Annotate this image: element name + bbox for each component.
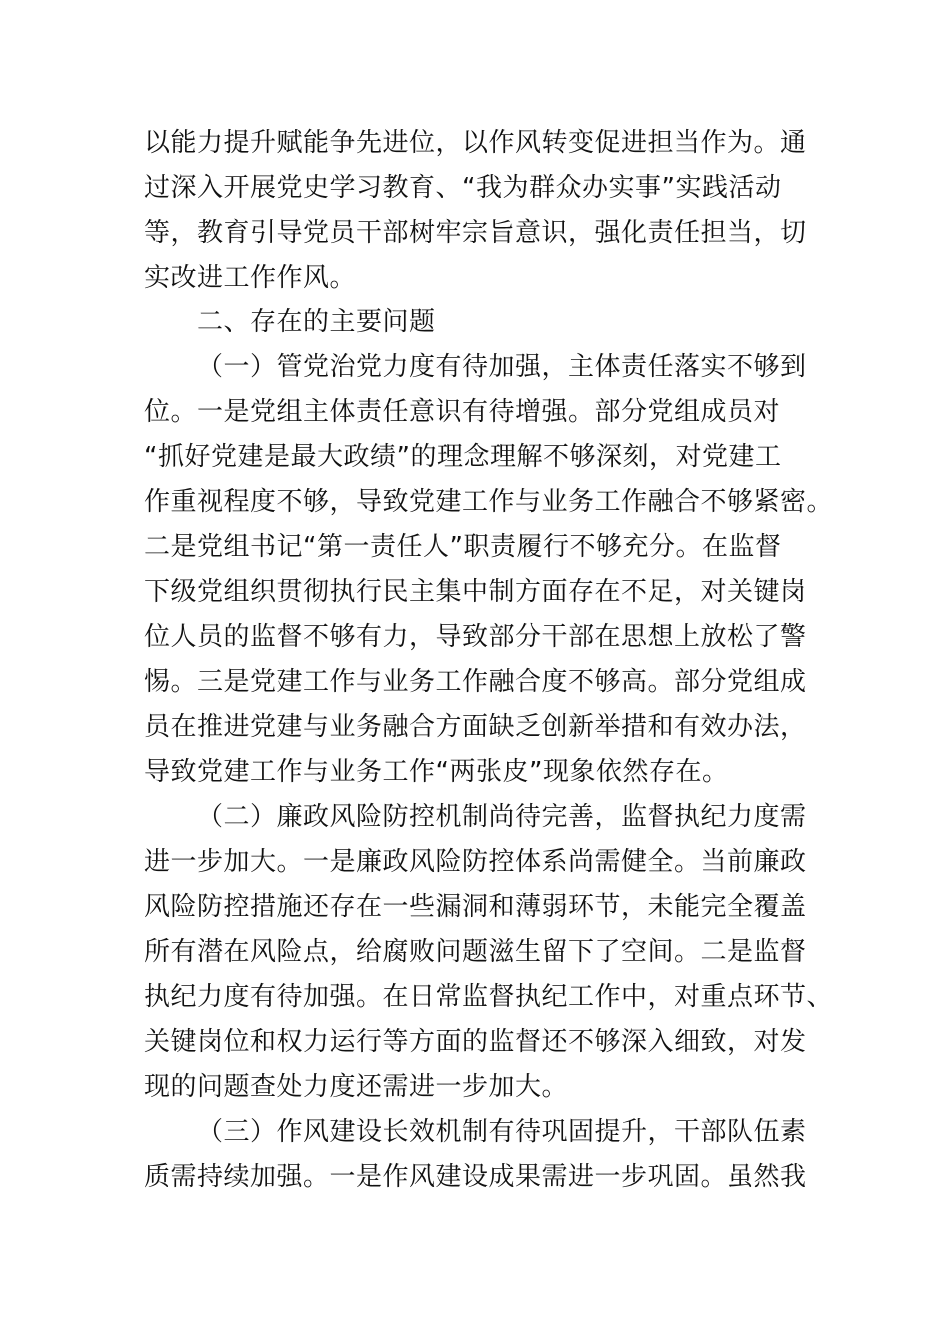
body-text-line: 下级党组织贯彻执行民主集中制方面存在不足，对关键岗 [144,577,807,607]
body-text-line: “抓好党建是最大政绩”的理念理解不够深刻，对党建工 [144,442,782,472]
body-text-line: 导致党建工作与业务工作“两张皮”现象依然存在。 [144,757,729,787]
body-text-line: 所有潜在风险点，给腐败问题滋生留下了空间。二是监督 [144,937,807,967]
body-text-line: 关键岗位和权力运行等方面的监督还不够深入细致，对发 [144,1027,807,1057]
body-text-line: 过深入开展党史学习教育、“我为群众办实事”实践活动 [144,173,782,203]
body-text-line: 二是党组书记“第一责任人”职责履行不够充分。在监督 [144,532,782,562]
subsection-heading-line: （二）廉政风险防控机制尚待完善，监督执纪力度需 [197,802,807,832]
subsection-heading-line: （三）作风建设长效机制有待巩固提升，干部队伍素 [197,1117,807,1147]
body-text-line: 进一步加大。一是廉政风险防控体系尚需健全。当前廉政 [144,847,807,877]
body-text-line: 作重视程度不够，导致党建工作与业务工作融合不够紧密。 [144,487,834,517]
body-text-line: 实改进工作作风。 [144,263,357,293]
body-text-line: 员在推进党建与业务融合方面缺乏创新举措和有效办法， [144,712,807,742]
body-text-line: 质需持续加强。一是作风建设成果需进一步巩固。虽然我 [144,1162,807,1192]
body-text-line: 位。一是党组主体责任意识有待增强。部分党组成员对 [144,397,781,427]
body-text-line: 等，教育引导党员干部树牢宗旨意识，强化责任担当，切 [144,218,807,248]
body-text-line: 执纪力度有待加强。在日常监督执纪工作中，对重点环节、 [144,982,834,1012]
subsection-heading-line: （一）管党治党力度有待加强，主体责任落实不够到 [197,352,807,382]
body-text-line: 位人员的监督不够有力，导致部分干部在思想上放松了警 [144,622,807,652]
body-text-line: 现的问题查处力度还需进一步加大。 [144,1072,569,1102]
section-heading: 二、存在的主要问题 [197,307,436,337]
body-text-line: 惕。三是党建工作与业务工作融合度不够高。部分党组成 [144,667,807,697]
body-text-line: 风险防控措施还存在一些漏洞和薄弱环节，未能完全覆盖 [144,892,807,922]
body-text-line: 以能力提升赋能争先进位，以作风转变促进担当作为。通 [144,128,807,158]
